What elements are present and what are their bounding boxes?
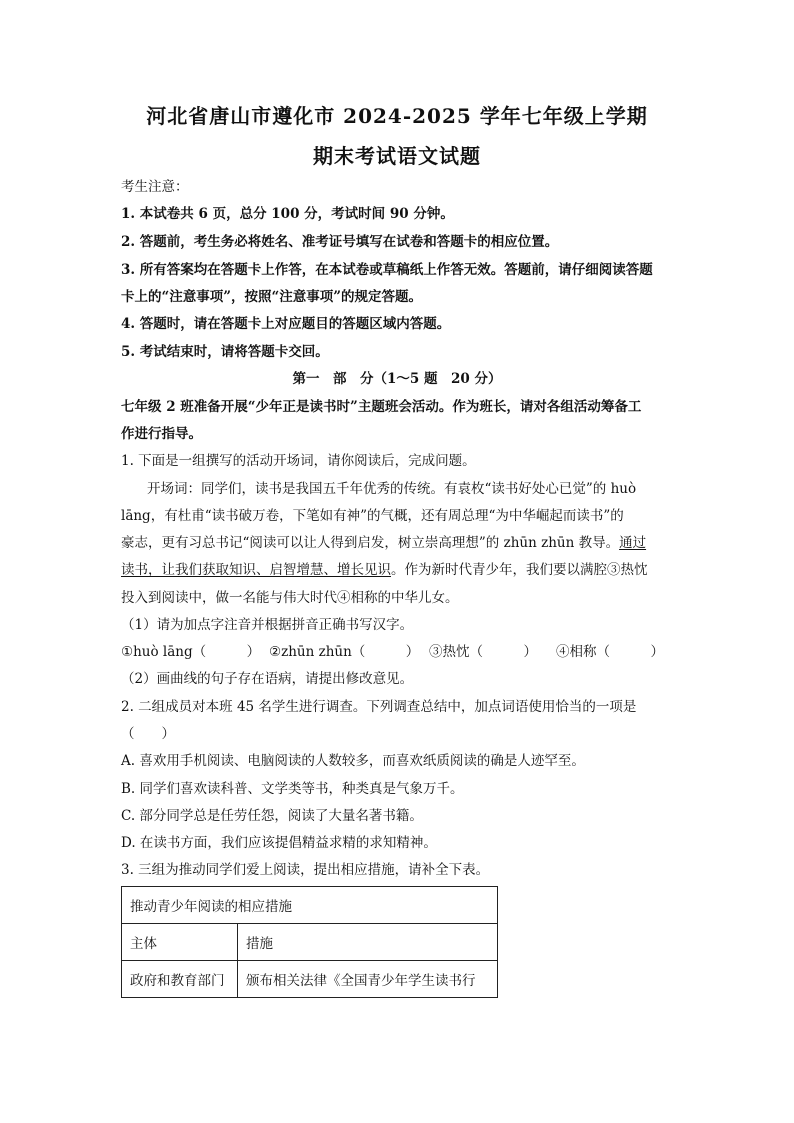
notice-item-5: 5. 考试结束时，请将答题卡交回。 [121, 344, 329, 360]
q1-passage-line5: 投入到阅读中，做一名能与伟大时代④相称的中华儿女。 [121, 590, 459, 606]
table-caption-cell: 推动青少年阅读的相应措施 [122, 887, 498, 924]
q2-option-c: C. 部分同学总是任劳任怨，阅读了大量名著书籍。 [121, 808, 423, 824]
q1-sub1: （1）请为加点字注音并根据拼音正确书写汉字。 [121, 617, 414, 633]
q2-option-b: B. 同学们喜欢读科普、文学类等书，种类真是气象万千。 [121, 781, 464, 797]
table-row [122, 961, 498, 998]
table-row [122, 924, 498, 961]
table-cell-subject: 政府和教育部门 [122, 961, 238, 998]
exam-title-line1: 河北省唐山市遵化市 2024-2025 学年七年级上学期 [146, 104, 648, 128]
q1-blank-2: ②zhūn zhūn（ ） [269, 644, 420, 660]
notice-item-2: 2. 答题前，考生务必将姓名、准考证号填写在试卷和答题卡的相应位置。 [121, 234, 559, 250]
notice-item-1: 1. 本试卷共 6 页，总分 100 分，考试时间 90 分钟。 [121, 206, 454, 222]
q1-blank-1: ①huò lāng（ ） [121, 644, 261, 660]
q1-passage-line3-text: 豪志，更有习总书记“阅读可以让人得到启发，树立崇高理想”的 zhūn zhūn 教导。 [121, 535, 620, 551]
q1-flawed-sentence: 读书，让我们获取知识、启智增慧、增长见识 [121, 562, 391, 578]
notice-item-4: 4. 答题时，请在答题卡上对应题目的答题区域内答题。 [121, 316, 451, 332]
q2-option-d: D. 在读书方面，我们应该提倡精益求精的求知精神。 [121, 835, 437, 851]
exam-title-line2: 期末考试语文试题 [313, 144, 481, 168]
q1-passage-line2: lāng，有杜甫“读书破万卷，下笔如有神”的气概，还有周总理“为中华崛起而读书”的 [121, 508, 624, 524]
table-header-measure: 措施 [238, 924, 498, 961]
q1-passage-line4 [121, 561, 681, 579]
section-title: 第一 部 分（1～5 题 20 分） [292, 371, 502, 387]
notice-heading: 考生注意： [121, 179, 189, 195]
q1-blank-3: ③热忱（ ） [429, 644, 537, 660]
q2-option-a: A. 喜欢用手机阅读、电脑阅读的人数较多，而喜欢纸质阅读的确是人迹罕至。 [121, 753, 585, 769]
table-cell-measure: 颁布相关法律《全国青少年学生读书行 [238, 961, 498, 998]
notice-item-3-cont: 卡上的“注意事项”，按照“注意事项”的规定答题。 [121, 289, 423, 305]
q1-blank-row [121, 643, 681, 661]
q1-blank-4: ④相称（ ） [556, 644, 664, 660]
q1-flawed-sentence-start: 通过 [619, 535, 647, 551]
q1-passage-line3 [121, 534, 681, 552]
q1-passage-line4-text: 。作为新时代青少年，我们要以满腔③热忱 [391, 562, 648, 578]
q1-sub2: （2）画曲线的句子存在语病，请提出修改意见。 [121, 671, 414, 687]
q2-stem: 2. 二组成员对本班 45 名学生进行调查。下列调查总结中，加点词语使用恰当的一项是 [121, 699, 637, 715]
q1-passage-line1: 开场词：同学们，读书是我国五千年优秀的传统。有袁枚“读书好处心已觉”的 huò [147, 481, 637, 497]
q1-stem: 1. 下面是一组撰写的活动开场词，请你阅读后，完成问题。 [121, 453, 476, 469]
table-header-subject: 主体 [122, 924, 238, 961]
section-intro-line1: 七年级 2 班准备开展“少年正是读书时”主题班会活动。作为班长，请对各组活动筹备工 [121, 399, 642, 415]
q3-measures-table [121, 886, 498, 998]
q3-stem: 3. 三组为推动同学们爱上阅读，提出相应措施，请补全下表。 [121, 862, 490, 878]
table-row [122, 887, 498, 924]
notice-item-3: 3. 所有答案均在答题卡上作答，在本试卷或草稿纸上作答无效。答题前，请仔细阅读答题 [121, 262, 653, 278]
q2-answer-paren: （ ） [121, 726, 175, 742]
section-intro-line2: 作进行指导。 [121, 426, 202, 442]
